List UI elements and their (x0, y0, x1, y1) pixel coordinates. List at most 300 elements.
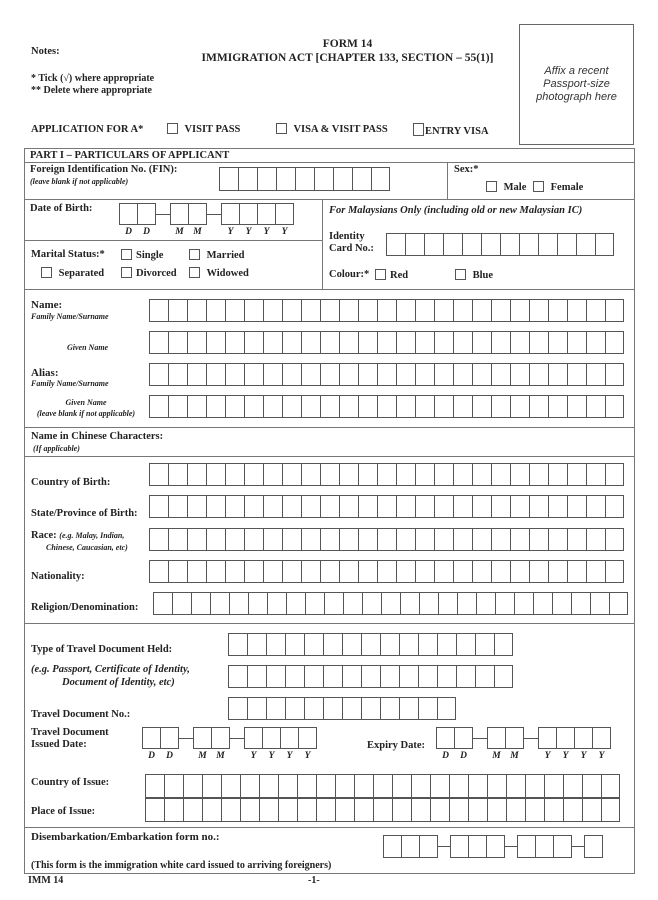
char-box[interactable] (586, 395, 605, 418)
char-box[interactable] (225, 363, 244, 386)
char-box[interactable] (605, 395, 624, 418)
char-box[interactable] (494, 665, 513, 688)
char-box[interactable] (339, 395, 358, 418)
char-box[interactable] (323, 665, 342, 688)
char-box[interactable] (396, 331, 415, 354)
char-box[interactable] (494, 633, 513, 656)
char-box[interactable] (415, 463, 434, 486)
char-box[interactable] (324, 592, 343, 615)
female-checkbox[interactable] (533, 181, 544, 192)
char-box[interactable] (449, 774, 468, 798)
char-box[interactable] (301, 463, 320, 486)
char-box[interactable] (450, 835, 469, 858)
ic-input[interactable] (386, 233, 614, 256)
char-box[interactable] (339, 528, 358, 551)
char-box[interactable] (206, 463, 225, 486)
char-box[interactable] (358, 363, 377, 386)
char-box[interactable] (396, 495, 415, 518)
char-box[interactable] (225, 395, 244, 418)
visa-visit-pass-checkbox[interactable] (276, 123, 287, 134)
char-box[interactable] (206, 331, 225, 354)
char-box[interactable] (535, 835, 554, 858)
char-box[interactable] (373, 774, 392, 798)
char-box[interactable] (320, 463, 339, 486)
char-box[interactable] (257, 203, 276, 225)
char-box[interactable] (491, 299, 510, 322)
char-box[interactable] (377, 528, 396, 551)
char-box[interactable] (211, 727, 230, 749)
char-box[interactable] (411, 774, 430, 798)
char-box[interactable] (590, 592, 609, 615)
char-box[interactable] (210, 592, 229, 615)
char-box[interactable] (529, 299, 548, 322)
char-box[interactable] (491, 395, 510, 418)
char-box[interactable] (592, 727, 611, 749)
char-box[interactable] (396, 395, 415, 418)
char-box[interactable] (500, 233, 519, 256)
char-box[interactable] (304, 665, 323, 688)
char-box[interactable] (282, 528, 301, 551)
religion-input[interactable] (153, 592, 628, 615)
char-box[interactable] (301, 331, 320, 354)
marital-separated[interactable]: Separated (41, 267, 104, 279)
char-box[interactable] (314, 167, 333, 191)
char-box[interactable] (358, 395, 377, 418)
char-box[interactable] (263, 495, 282, 518)
char-box[interactable] (229, 592, 248, 615)
char-box[interactable] (582, 774, 601, 798)
char-box[interactable] (381, 592, 400, 615)
char-box[interactable] (453, 560, 472, 583)
char-box[interactable] (401, 835, 420, 858)
char-box[interactable] (548, 331, 567, 354)
char-box[interactable] (149, 395, 168, 418)
char-box[interactable] (228, 665, 247, 688)
race-input[interactable] (149, 528, 624, 551)
char-box[interactable] (529, 560, 548, 583)
char-box[interactable] (396, 363, 415, 386)
char-box[interactable] (316, 774, 335, 798)
sex-male-option[interactable]: Male (486, 181, 526, 193)
char-box[interactable] (472, 299, 491, 322)
char-box[interactable] (320, 395, 339, 418)
char-box[interactable] (396, 299, 415, 322)
char-box[interactable] (380, 633, 399, 656)
char-box[interactable] (183, 774, 202, 798)
char-box[interactable] (323, 697, 342, 720)
char-box[interactable] (187, 363, 206, 386)
char-box[interactable] (399, 697, 418, 720)
char-box[interactable] (392, 774, 411, 798)
char-box[interactable] (335, 798, 354, 822)
char-box[interactable] (316, 798, 335, 822)
char-box[interactable] (282, 463, 301, 486)
char-box[interactable] (418, 633, 437, 656)
char-box[interactable] (301, 495, 320, 518)
alias-family-input[interactable] (149, 363, 624, 386)
char-box[interactable] (280, 727, 299, 749)
char-box[interactable] (487, 798, 506, 822)
char-box[interactable] (595, 233, 614, 256)
char-box[interactable] (149, 528, 168, 551)
widowed-checkbox[interactable] (189, 267, 200, 278)
char-box[interactable] (187, 463, 206, 486)
char-box[interactable] (415, 395, 434, 418)
char-box[interactable] (438, 592, 457, 615)
char-box[interactable] (377, 463, 396, 486)
char-box[interactable] (506, 774, 525, 798)
char-box[interactable] (301, 395, 320, 418)
char-box[interactable] (468, 835, 487, 858)
char-box[interactable] (301, 363, 320, 386)
char-box[interactable] (525, 798, 544, 822)
char-box[interactable] (320, 560, 339, 583)
char-box[interactable] (377, 363, 396, 386)
char-box[interactable] (419, 592, 438, 615)
char-box[interactable] (418, 665, 437, 688)
char-box[interactable] (358, 528, 377, 551)
char-box[interactable] (137, 203, 156, 225)
char-box[interactable] (519, 233, 538, 256)
char-box[interactable] (453, 395, 472, 418)
char-box[interactable] (434, 299, 453, 322)
char-box[interactable] (475, 633, 494, 656)
char-box[interactable] (605, 560, 624, 583)
char-box[interactable] (506, 798, 525, 822)
state-birth-input[interactable] (149, 495, 624, 518)
char-box[interactable] (415, 495, 434, 518)
char-box[interactable] (320, 528, 339, 551)
char-box[interactable] (481, 233, 500, 256)
char-box[interactable] (206, 495, 225, 518)
char-box[interactable] (538, 233, 557, 256)
char-box[interactable] (586, 560, 605, 583)
char-box[interactable] (342, 697, 361, 720)
char-box[interactable] (339, 363, 358, 386)
char-box[interactable] (563, 798, 582, 822)
char-box[interactable] (285, 633, 304, 656)
char-box[interactable] (510, 395, 529, 418)
char-box[interactable] (544, 798, 563, 822)
char-box[interactable] (238, 167, 257, 191)
char-box[interactable] (244, 495, 263, 518)
char-box[interactable] (411, 798, 430, 822)
char-box[interactable] (567, 463, 586, 486)
char-box[interactable] (491, 560, 510, 583)
char-box[interactable] (168, 495, 187, 518)
char-box[interactable] (188, 203, 207, 225)
char-box[interactable] (221, 203, 240, 225)
char-box[interactable] (434, 395, 453, 418)
char-box[interactable] (304, 633, 323, 656)
char-box[interactable] (339, 560, 358, 583)
char-box[interactable] (601, 774, 620, 798)
char-box[interactable] (263, 560, 282, 583)
char-box[interactable] (149, 363, 168, 386)
char-box[interactable] (380, 697, 399, 720)
char-box[interactable] (339, 463, 358, 486)
char-box[interactable] (320, 363, 339, 386)
married-checkbox[interactable] (189, 249, 200, 260)
char-box[interactable] (434, 463, 453, 486)
char-box[interactable] (297, 774, 316, 798)
char-box[interactable] (263, 395, 282, 418)
char-box[interactable] (475, 665, 494, 688)
char-box[interactable] (505, 727, 524, 749)
char-box[interactable] (168, 331, 187, 354)
marital-single[interactable]: Single (121, 249, 163, 261)
single-checkbox[interactable] (121, 249, 132, 260)
char-box[interactable] (371, 167, 390, 191)
char-box[interactable] (358, 560, 377, 583)
char-box[interactable] (491, 331, 510, 354)
char-box[interactable] (430, 798, 449, 822)
char-box[interactable] (548, 299, 567, 322)
alias-given-input[interactable] (149, 395, 624, 418)
char-box[interactable] (386, 233, 405, 256)
char-box[interactable] (472, 395, 491, 418)
char-box[interactable] (153, 592, 172, 615)
sex-female-option[interactable]: Female (533, 181, 583, 193)
char-box[interactable] (510, 463, 529, 486)
male-checkbox[interactable] (486, 181, 497, 192)
char-box[interactable] (282, 395, 301, 418)
char-box[interactable] (301, 560, 320, 583)
char-box[interactable] (529, 495, 548, 518)
char-box[interactable] (453, 528, 472, 551)
char-box[interactable] (361, 697, 380, 720)
char-box[interactable] (396, 560, 415, 583)
separated-checkbox[interactable] (41, 267, 52, 278)
char-box[interactable] (149, 560, 168, 583)
char-box[interactable] (187, 395, 206, 418)
char-box[interactable] (263, 331, 282, 354)
char-box[interactable] (443, 233, 462, 256)
char-box[interactable] (320, 495, 339, 518)
char-box[interactable] (361, 665, 380, 688)
char-box[interactable] (601, 798, 620, 822)
char-box[interactable] (472, 363, 491, 386)
marital-married[interactable]: Married (189, 249, 245, 261)
char-box[interactable] (399, 633, 418, 656)
char-box[interactable] (586, 363, 605, 386)
char-box[interactable] (377, 331, 396, 354)
char-box[interactable] (567, 528, 586, 551)
char-box[interactable] (202, 774, 221, 798)
char-box[interactable] (305, 592, 324, 615)
char-box[interactable] (437, 665, 456, 688)
char-box[interactable] (609, 592, 628, 615)
char-box[interactable] (275, 203, 294, 225)
char-box[interactable] (548, 495, 567, 518)
char-box[interactable] (225, 331, 244, 354)
char-box[interactable] (244, 299, 263, 322)
char-box[interactable] (343, 592, 362, 615)
char-box[interactable] (298, 727, 317, 749)
char-box[interactable] (605, 495, 624, 518)
char-box[interactable] (244, 727, 263, 749)
char-box[interactable] (266, 633, 285, 656)
char-box[interactable] (168, 560, 187, 583)
char-box[interactable] (468, 774, 487, 798)
char-box[interactable] (468, 798, 487, 822)
char-box[interactable] (415, 528, 434, 551)
char-box[interactable] (225, 463, 244, 486)
char-box[interactable] (525, 774, 544, 798)
char-box[interactable] (225, 560, 244, 583)
char-box[interactable] (164, 798, 183, 822)
char-box[interactable] (605, 331, 624, 354)
char-box[interactable] (267, 592, 286, 615)
char-box[interactable] (510, 560, 529, 583)
char-box[interactable] (187, 495, 206, 518)
char-box[interactable] (206, 560, 225, 583)
char-box[interactable] (419, 835, 438, 858)
char-box[interactable] (276, 167, 295, 191)
char-box[interactable] (548, 560, 567, 583)
char-box[interactable] (286, 592, 305, 615)
char-box[interactable] (544, 774, 563, 798)
char-box[interactable] (361, 633, 380, 656)
char-box[interactable] (225, 299, 244, 322)
char-box[interactable] (548, 528, 567, 551)
char-box[interactable] (149, 463, 168, 486)
char-box[interactable] (495, 592, 514, 615)
char-box[interactable] (567, 395, 586, 418)
char-box[interactable] (354, 798, 373, 822)
char-box[interactable] (567, 495, 586, 518)
char-box[interactable] (453, 363, 472, 386)
char-box[interactable] (339, 495, 358, 518)
char-box[interactable] (149, 495, 168, 518)
char-box[interactable] (584, 835, 603, 858)
char-box[interactable] (486, 835, 505, 858)
char-box[interactable] (472, 331, 491, 354)
char-box[interactable] (377, 495, 396, 518)
char-box[interactable] (352, 167, 371, 191)
char-box[interactable] (415, 363, 434, 386)
family-name-input[interactable] (149, 299, 624, 322)
char-box[interactable] (168, 363, 187, 386)
char-box[interactable] (377, 299, 396, 322)
char-box[interactable] (168, 528, 187, 551)
char-box[interactable] (434, 528, 453, 551)
travel-doc-no-input[interactable] (228, 697, 456, 720)
char-box[interactable] (472, 528, 491, 551)
blue-checkbox[interactable] (455, 269, 466, 280)
char-box[interactable] (567, 363, 586, 386)
char-box[interactable] (170, 203, 189, 225)
char-box[interactable] (362, 592, 381, 615)
entry-visa-checkbox[interactable] (413, 123, 424, 136)
char-box[interactable] (335, 774, 354, 798)
char-box[interactable] (282, 331, 301, 354)
fin-input[interactable] (219, 167, 390, 191)
char-box[interactable] (225, 495, 244, 518)
char-box[interactable] (358, 299, 377, 322)
char-box[interactable] (228, 697, 247, 720)
char-box[interactable] (145, 774, 164, 798)
char-box[interactable] (533, 592, 552, 615)
char-box[interactable] (358, 463, 377, 486)
char-box[interactable] (529, 331, 548, 354)
char-box[interactable] (396, 528, 415, 551)
char-box[interactable] (263, 363, 282, 386)
marital-divorced[interactable]: Divorced (121, 267, 177, 279)
char-box[interactable] (586, 299, 605, 322)
char-box[interactable] (434, 560, 453, 583)
char-box[interactable] (586, 463, 605, 486)
char-box[interactable] (586, 528, 605, 551)
char-box[interactable] (383, 835, 402, 858)
char-box[interactable] (145, 798, 164, 822)
char-box[interactable] (567, 331, 586, 354)
char-box[interactable] (454, 727, 473, 749)
char-box[interactable] (248, 592, 267, 615)
char-box[interactable] (548, 363, 567, 386)
char-box[interactable] (266, 697, 285, 720)
char-box[interactable] (553, 835, 572, 858)
char-box[interactable] (259, 798, 278, 822)
char-box[interactable] (206, 528, 225, 551)
char-box[interactable] (373, 798, 392, 822)
char-box[interactable] (172, 592, 191, 615)
travel-doc-type-input-2[interactable] (228, 665, 513, 688)
char-box[interactable] (576, 233, 595, 256)
char-box[interactable] (266, 665, 285, 688)
char-box[interactable] (457, 592, 476, 615)
char-box[interactable] (586, 331, 605, 354)
option-visa-visit-pass[interactable]: VISA & VISIT PASS (276, 123, 388, 135)
char-box[interactable] (430, 774, 449, 798)
char-box[interactable] (323, 633, 342, 656)
char-box[interactable] (487, 774, 506, 798)
char-box[interactable] (434, 331, 453, 354)
char-box[interactable] (278, 798, 297, 822)
char-box[interactable] (247, 697, 266, 720)
char-box[interactable] (168, 299, 187, 322)
char-box[interactable] (285, 665, 304, 688)
char-box[interactable] (206, 299, 225, 322)
char-box[interactable] (119, 203, 138, 225)
char-box[interactable] (168, 463, 187, 486)
char-box[interactable] (342, 665, 361, 688)
nationality-input[interactable] (149, 560, 624, 583)
char-box[interactable] (424, 233, 443, 256)
char-box[interactable] (191, 592, 210, 615)
char-box[interactable] (168, 395, 187, 418)
char-box[interactable] (282, 363, 301, 386)
char-box[interactable] (563, 774, 582, 798)
char-box[interactable] (239, 203, 258, 225)
char-box[interactable] (354, 774, 373, 798)
option-entry-visa[interactable]: ENTRY VISA (413, 123, 489, 137)
char-box[interactable] (491, 495, 510, 518)
char-box[interactable] (278, 774, 297, 798)
char-box[interactable] (529, 363, 548, 386)
char-box[interactable] (605, 299, 624, 322)
char-box[interactable] (415, 299, 434, 322)
char-box[interactable] (187, 331, 206, 354)
char-box[interactable] (472, 495, 491, 518)
char-box[interactable] (529, 463, 548, 486)
char-box[interactable] (219, 167, 238, 191)
char-box[interactable] (456, 633, 475, 656)
char-box[interactable] (244, 528, 263, 551)
char-box[interactable] (202, 798, 221, 822)
char-box[interactable] (285, 697, 304, 720)
char-box[interactable] (259, 774, 278, 798)
